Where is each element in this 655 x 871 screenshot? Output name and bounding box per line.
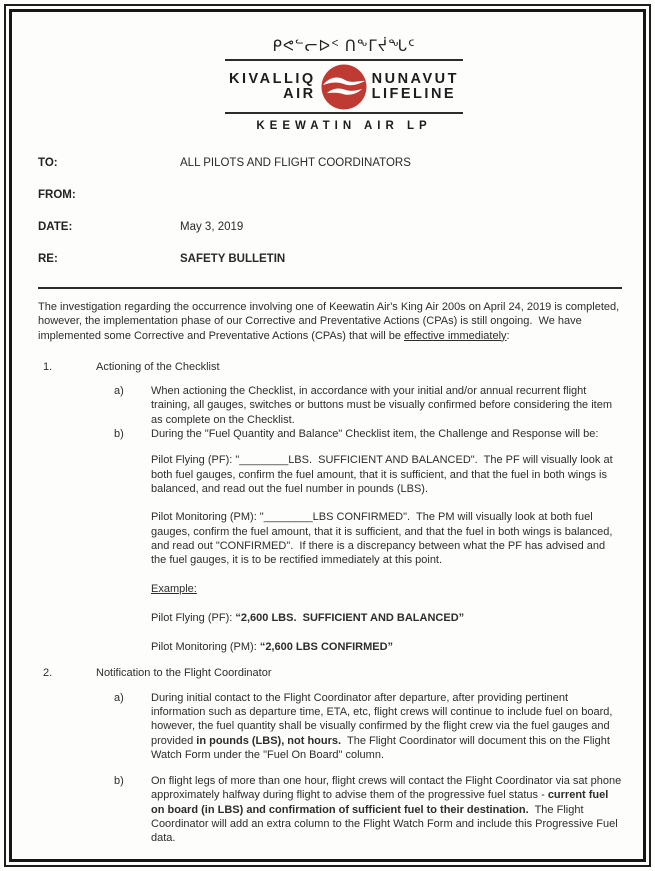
memo-row-to [38, 156, 622, 170]
logo-kivalliq-label: KIVALLIQ [229, 71, 316, 87]
keewatin-air-lp-label: KEEWATIN AIR LP [256, 120, 432, 132]
logo-lifeline-label: LIFELINE [371, 86, 457, 102]
memo-row-re [38, 252, 622, 266]
example-heading: Example: [151, 583, 197, 596]
document-content [13, 13, 642, 858]
pilot-flying-paragraph: Pilot Flying (PF): "________LBS. SUFFICIENT AND BALANCED". The PF will visually look at both fuel gauges, confirm the fuel amount, that it is sufficient, and that the fuel in both wings is balanced, and read out the fuel number in pounds (LBS). [151, 454, 616, 495]
current-fuel-bold: current fuel on board (in LBS) and confirmation of sufficient fuel to their destination. [151, 789, 612, 816]
section-1-item-a [38, 384, 622, 427]
pilot-monitoring-paragraph: Pilot Monitoring (PM): "________LBS CONFIRMED". The PM will visually look at both fuel gauges, confirm the fuel amount, that it is sufficient, and that the fuel in both wings is balanced, and read out "CONFIRMED". If there is a discrepancy between what the PF has advised and the fuel gauges, it is to be rectified immediately at this point. [151, 511, 616, 567]
re-value: SAFETY BULLETIN [180, 253, 286, 265]
section-2-item-a [38, 691, 622, 762]
memo-header-fields [38, 156, 622, 266]
date-label: DATE: [38, 221, 73, 233]
inuktitut-syllabics-title: ᑭᕙᓪᓕᐅᑉ ᑎᖕᒥᔫᖓᑦ [272, 38, 416, 55]
airline-logo [225, 61, 463, 112]
to-label: TO: [38, 157, 58, 169]
item-b-text: During the "Fuel Quantity and Balance" Checklist item, the Challenge and Response will be: [151, 428, 599, 441]
section-1-heading [38, 360, 622, 374]
from-value [180, 188, 622, 202]
intro-paragraph: The investigation regarding the occurrence involving one of Keewatin Air's King Air 200s on April 24, 2019 is completed, however, the implementation phase of our Corrective and Preventative Actions (CPAs) is still ongoing. We have implemented some Corrective and Preventative Actions (CPAs) that will be effective immediately: [38, 301, 623, 342]
item-a-label: a) [114, 385, 124, 398]
header-divider-rule [38, 287, 622, 289]
item-b-label: b) [114, 775, 124, 788]
example-pf-bold: “2,600 LBS. SUFFICIENT AND BALANCED” [235, 611, 465, 624]
item-a-text: When actioning the Checklist, in accordance with your initial and/or annual recurrent flight training, all gauges, switches or buttons must be visually confirmed before considering the item as complete on the Checklist. [151, 385, 616, 426]
re-label: RE: [38, 253, 58, 265]
from-label: FROM: [38, 189, 76, 201]
item-a-label: a) [114, 691, 124, 704]
item-b-text: On flight legs of more than one hour, flight crews will contact the Flight Coordinator via sat phone approximately halfway during flight to advise them of the progressive fuel status - current fuel on board (in LBS) and confirmation of sufficient fuel to their destination. The Flight Coordinator will add an extra column to the Flight Watch Form and include this Progressive Fuel data. [151, 775, 625, 845]
memo-row-date [38, 220, 622, 234]
example-pm-line: Pilot Monitoring (PM): “2,600 LBS CONFIRMED” [151, 641, 394, 654]
red-circle-wave-icon [321, 64, 367, 110]
date-value: May 3, 2019 [180, 221, 244, 233]
item-a-text: During initial contact to the Flight Coordinator after departure, after providing pertinent information such as departure time, ETA, etc, flight crews will continue to include fuel on board, however, the fuel quantity shall be visually confirmed by the flight crew via the fuel gauges and provided in pounds (LBS), not hours. The Flight Coordinator will document this on the Flight Watch Form under the "Fuel On Board" column. [151, 691, 616, 761]
logo-nunavut-label: NUNAVUT [371, 71, 459, 87]
logo-air-label: AIR [283, 86, 316, 102]
section-1-item-b [38, 427, 622, 441]
section-2-heading [38, 666, 622, 680]
to-value: ALL PILOTS AND FLIGHT COORDINATORS [180, 157, 411, 169]
example-pm-bold: “2,600 LBS CONFIRMED” [259, 641, 394, 654]
section-1-number: 1. [43, 360, 53, 373]
section-2-item-b [38, 774, 625, 845]
bulletin-body [38, 300, 625, 846]
pounds-not-hours-bold: in pounds (LBS), not hours. [196, 734, 342, 747]
memo-row-from [38, 188, 622, 202]
section-1-title: Actioning of the Checklist [96, 360, 220, 373]
letterhead [225, 37, 463, 132]
item-b-label: b) [114, 428, 124, 441]
effective-immediately-underline: effective immediately [404, 329, 507, 342]
section-2-number: 2. [43, 667, 53, 680]
section-2-title: Notification to the Flight Coordinator [96, 667, 272, 680]
example-pf-line: Pilot Flying (PF): “2,600 LBS. SUFFICIENT AND BALANCED” [151, 611, 465, 624]
logo-wordmark-left [229, 72, 316, 102]
logo-wordmark-right [372, 72, 459, 102]
